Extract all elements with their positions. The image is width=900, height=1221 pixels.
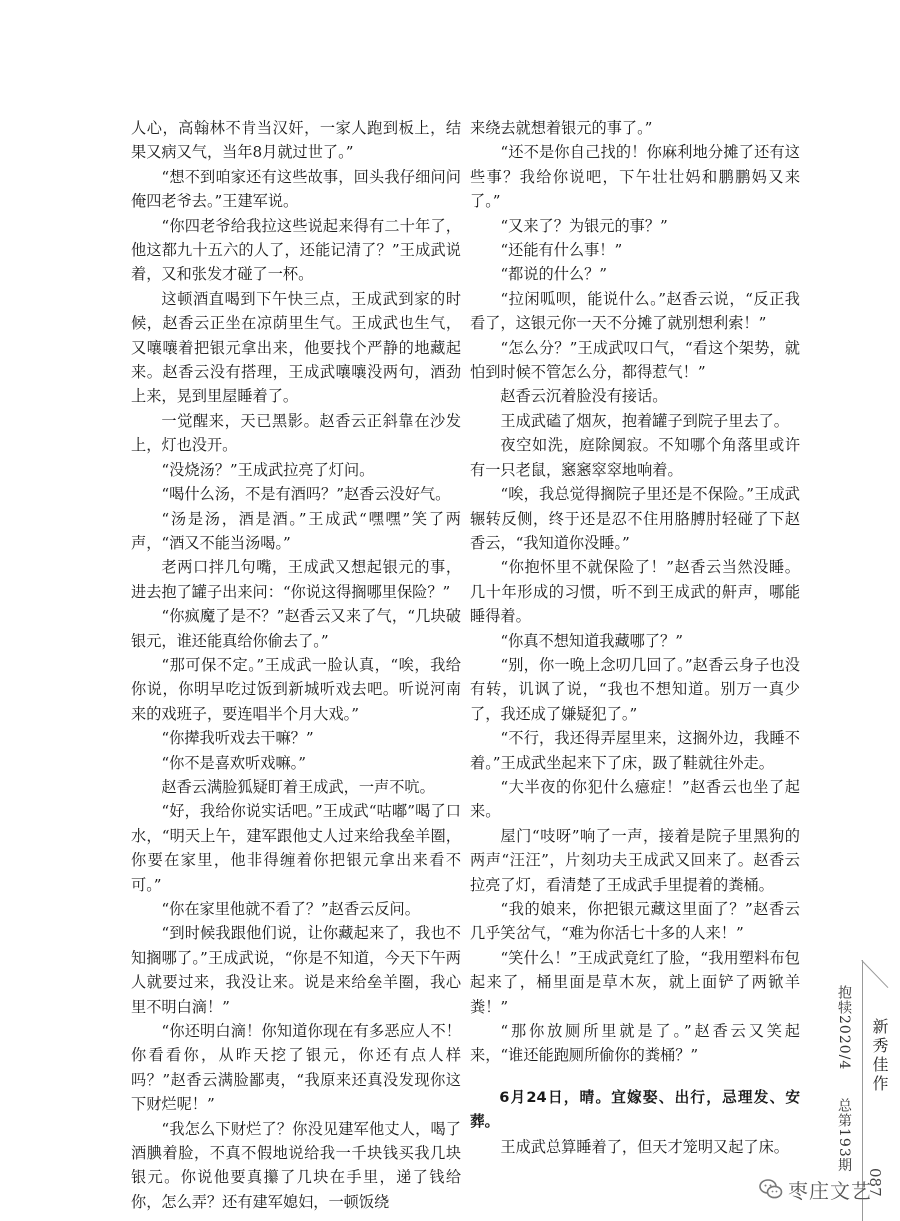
paragraph: “别，你一晚上念叨几回了。”赵香云身子也没有转，讥讽了说，“我也不想知道。别万一真少了，我还成了嫌疑犯了。” — [470, 655, 800, 723]
paragraph: “又来了？为银元的事？” — [500, 216, 668, 235]
paragraph: 王成武磕了烟灰，抱着罐子到院子里去了。 — [500, 411, 789, 430]
page-number: 087 — [866, 1168, 884, 1197]
paragraph: “好，我给你说实话吧。”王成武“咕嘟”喝了口水，“明天上午，建军跟他丈人过来给我垒羊圈，你要在家里，他非得缠着你把银元拿出来看不可。” — [131, 802, 461, 894]
date-heading: 6月24日，晴。宜嫁娶、出行，忌理发、安葬。 — [470, 1088, 800, 1131]
left-column — [131, 116, 461, 1214]
total-issue-label: 总第193期 — [836, 1098, 852, 1173]
paragraph: 人心，高翰林不肯当汉奸，一家人跑到板上，结果又病又气，当年8月就过世了。” — [131, 119, 461, 162]
issue-label: 抱犊2020/4 — [836, 985, 852, 1071]
paragraph: “那你放厕所里就是了。”赵香云又笑起来，“谁还能跑厕所偷你的粪桶？” — [470, 1022, 800, 1065]
paragraph: “你四老爷给我拉这些说起来得有二十年了，他这都九十五六的人了，还能记清了？”王成武说着，又和张发才碰了一杯。 — [131, 216, 461, 284]
paragraph: “唉，我总觉得搁院子里还是不保险。”王成武辗转反侧，终于还是忍不住用胳膊肘轻碰了下赵香云，“我知道你没睡。” — [470, 485, 800, 552]
wechat-icon — [758, 1176, 784, 1202]
paragraph: “你真不想知道我藏哪了？” — [500, 631, 683, 650]
paragraph: 来绕去就想着银元的事了。” — [470, 119, 653, 137]
paragraph: “怎么分？”王成武叹口气，“看这个架势，就怕到时候不管怎么分，都得惹气！” — [470, 338, 800, 382]
paragraph: “喝什么汤，不是有酒吗？”赵香云没好气。 — [161, 485, 451, 504]
paragraph: “你抱怀里不就保险了！”赵香云当然没睡。几十年形成的习惯，听不到王成武的鼾声，哪能睡得着。 — [470, 558, 800, 626]
watermark — [758, 1174, 872, 1204]
paragraph: “不行，我还得弄屋里来，这搁外边，我睡不着。”王成武坐起来下了床，趿了鞋就往外走。 — [470, 729, 800, 772]
paragraph: 这顿酒直喝到下午快三点，王成武到家的时候，赵香云正坐在凉荫里生气。王成武也生气，又嚷嚷着把银元拿出来，他要找个严静的地藏起来。赵香云没有搭理，王成武嚷嚷没两句，酒劲上来，晃到里屋睡着了。 — [131, 289, 461, 406]
paragraph: “我怎么下财烂了？你没见建军他丈人，喝了酒腆着脸，不真不假地说给我一千块钱买我几块银元。你说他要真攥了几块在手里，递了钱给你，怎么弄？还有建军媳妇，一顿饭绕 — [131, 1119, 461, 1211]
paragraph: “没烧汤？”王成武拉亮了灯问。 — [161, 460, 375, 479]
final-paragraph: 王成武总算睡着了，但天才笼明又起了床。 — [500, 1137, 789, 1156]
paragraph: “大半夜的你犯什么癔症！”赵香云也坐了起来。 — [470, 777, 800, 821]
paragraph: 一觉醒来，天已黑影。赵香云正斜靠在沙发上，灯也没开。 — [131, 411, 461, 455]
paragraph: “汤是汤，酒是酒。”王成武“嘿嘿”笑了两声，“酒又不能当汤喝。” — [131, 509, 461, 552]
paragraph: “我的娘来，你把银元藏这里面了？”赵香云几乎笑岔气，“难为你活七十多的人来！” — [470, 900, 800, 943]
right-column — [470, 116, 800, 1159]
paragraph: “你在家里他就不看了？”赵香云反问。 — [161, 900, 420, 918]
paragraph: 夜空如洗，庭除阒寂。不知哪个角落里或许有一只老鼠，窸窸窣窣地响着。 — [470, 436, 800, 479]
paragraph: “笑什么！”王成武竟红了脸，“我用塑料布包起来了，桶里面是草木灰，就上面铲了两锨羊粪！” — [470, 948, 800, 1016]
paragraph: “那可保不定。”王成武一脸认真，“唉，我给你说，你明早吃过饭到新城听戏去吧。听说河南来的戏班子，要连唱半个月大戏。” — [131, 655, 461, 723]
paragraph: “还能有什么事！” — [500, 241, 623, 260]
section-name: 新秀佳作 — [870, 1018, 889, 1094]
paragraph: 屋门“吱呀”响了一声，接着是院子里黑狗的两声“汪汪”，片刻功夫王成武又回来了。赵香云拉亮了灯，看清楚了王成武手里提着的粪桶。 — [470, 826, 800, 894]
paragraph: “都说的什么？” — [500, 265, 608, 284]
paragraph: “还不是你自己找的！你麻利地分摊了还有这些事？我给你说吧，下午壮壮妈和鹏鹏妈又来了。” — [470, 143, 800, 211]
paragraph: “到时候我跟他们说，让你藏起来了，我也不知搁哪了。”王成武说，“你是不知道，今天下午两人就要过来，我没让来。说是来给垒羊圈，我心里不明白滴！” — [131, 924, 461, 1016]
watermark-text: 枣庄文艺 — [788, 1178, 872, 1203]
paragraph: 老两口拌几句嘴，王成武又想起银元的事，进去抱了罐子出来问：“你说这得搁哪里保险？” — [131, 558, 461, 601]
paragraph: “你还明白滴！你知道你现在有多恶应人不！你看看你，从昨天挖了银元，你还有点人样吗？”赵香云满脸鄙夷，“我原来还真没发现你这下财烂呢！” — [131, 1022, 461, 1114]
paragraph: “你撵我听戏去干嘛？” — [161, 729, 314, 748]
paragraph: “想不到咱家还有这些故事，回头我仔细问问俺四老爷去。”王建军说。 — [131, 167, 461, 211]
paragraph: “你不是喜欢听戏嘛。” — [161, 753, 307, 772]
paragraph: “拉闲呱呗，能说什么。”赵香云说，“反正我看了，这银元你一天不分摊了就别想利索！” — [470, 289, 800, 333]
right-column-paragraphs — [470, 116, 800, 1068]
paragraph: 赵香云沉着脸没有接话。 — [500, 387, 668, 406]
paragraph: “你疯魔了是不？”赵香云又来了气，“几块破银元，谁还能真给你偷去了。” — [131, 607, 461, 650]
section-tab-diagonal — [861, 960, 888, 988]
paragraph: 赵香云满脸狐疑盯着王成武，一声不吭。 — [161, 777, 435, 796]
